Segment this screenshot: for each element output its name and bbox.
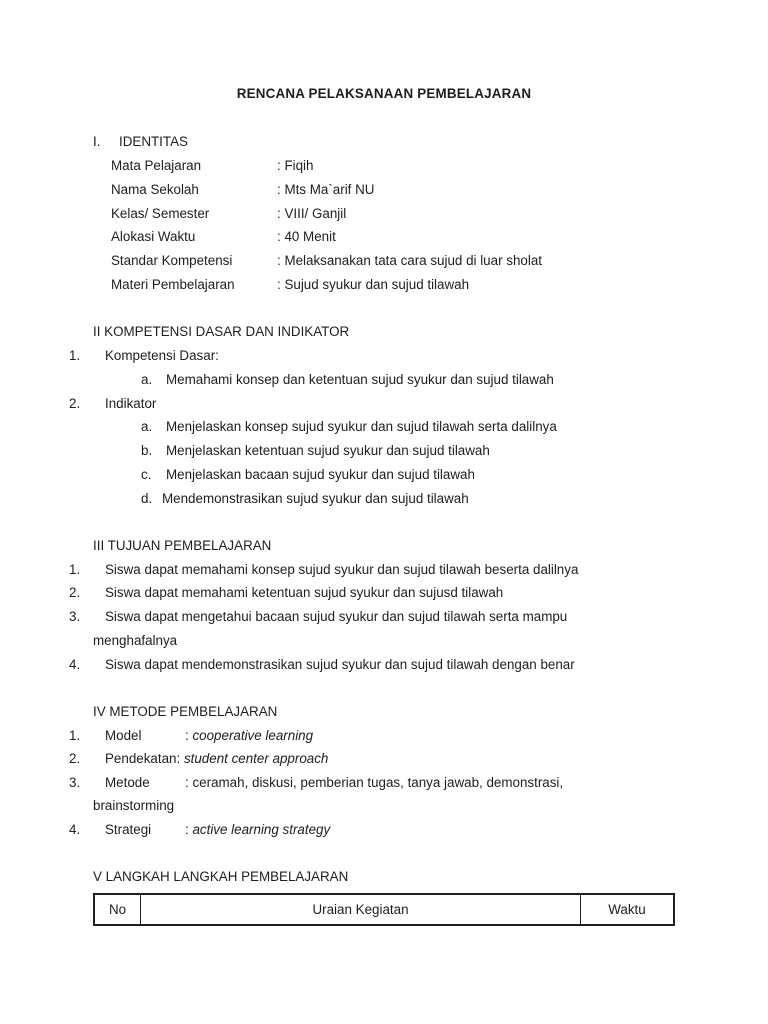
method-value: student center approach — [183, 751, 329, 766]
method-value: active learning strategy — [192, 822, 331, 837]
identitas-label: Kelas/ Semester — [111, 206, 210, 221]
identitas-label: Mata Pelajaran — [111, 158, 202, 173]
list-number: 1. — [69, 728, 81, 743]
list-text-continuation: menghafalnya — [93, 633, 178, 648]
identitas-label: Nama Sekolah — [111, 182, 199, 197]
list-label: Kompetensi Dasar: — [105, 348, 219, 363]
sub-list-letter: a. — [141, 372, 153, 387]
list-number: 1. — [69, 562, 81, 577]
identitas-value: : Mts Ma`arif NU — [277, 182, 375, 197]
list-number: 2. — [69, 396, 81, 411]
section-number: I. — [93, 134, 101, 149]
sub-list-text: Mendemonstrasikan sujud syukur dan sujud tilawah — [162, 491, 469, 506]
list-number: 3. — [69, 775, 81, 790]
document-title: RENCANA PELAKSANAAN PEMBELAJARAN — [236, 86, 532, 101]
section-tujuan-heading: III TUJUAN PEMBELAJARAN — [93, 538, 272, 553]
method-label: Pendekatan: — [105, 751, 181, 766]
method-value: ceramah, diskusi, pemberian tugas, tanya jawab, demonstrasi, — [192, 775, 564, 790]
identitas-label: Materi Pembelajaran — [111, 277, 235, 292]
table-header-waktu: Waktu — [581, 894, 675, 925]
identitas-value: : VIII/ Ganjil — [277, 206, 347, 221]
method-value-continuation: brainstorming — [93, 798, 175, 813]
list-text: Siswa dapat memahami ketentuan sujud syukur dan sujusd tilawah — [105, 585, 504, 600]
sub-list-letter: d. — [141, 491, 153, 506]
method-label: Model — [105, 728, 142, 743]
section-langkah-heading: V LANGKAH LANGKAH PEMBELAJARAN — [93, 869, 349, 884]
sub-list-text: Menjelaskan konsep sujud syukur dan sujud tilawah serta dalilnya — [166, 419, 557, 434]
list-number: 1. — [69, 348, 81, 363]
table-header-row — [94, 894, 674, 925]
table-header-uraian: Uraian Kegiatan — [141, 894, 581, 925]
identitas-value: : Sujud syukur dan sujud tilawah — [277, 277, 470, 292]
sub-list-letter: a. — [141, 419, 153, 434]
sub-list-text: Menjelaskan ketentuan sujud syukur dan sujud tilawah — [166, 443, 490, 458]
identitas-label: Standar Kompetensi — [111, 253, 233, 268]
list-number: 4. — [69, 657, 81, 672]
identitas-value: : Melaksanakan tata cara sujud di luar sholat — [277, 253, 542, 268]
list-text: Siswa dapat memahami konsep sujud syukur dan sujud tilawah beserta dalilnya — [105, 562, 579, 577]
table-header-no: No — [94, 894, 141, 925]
sub-list-letter: c. — [141, 467, 152, 482]
sub-list-letter: b. — [141, 443, 153, 458]
sub-list-text: Menjelaskan bacaan sujud syukur dan sujud tilawah — [166, 467, 475, 482]
list-text: Siswa dapat mendemonstrasikan sujud syukur dan sujud tilawah dengan benar — [105, 657, 575, 672]
identitas-value: : Fiqih — [277, 158, 314, 173]
method-label: Strategi — [105, 822, 152, 837]
method-colon: : — [185, 728, 189, 743]
list-number: 2. — [69, 751, 81, 766]
list-label: Indikator — [105, 396, 157, 411]
method-colon: : — [185, 822, 189, 837]
method-colon: : — [185, 775, 189, 790]
langkah-table — [93, 893, 675, 926]
method-value: cooperative learning — [192, 728, 314, 743]
method-label: Metode — [105, 775, 150, 790]
section-identitas-heading — [93, 133, 188, 151]
section-title: IDENTITAS — [119, 134, 188, 149]
section-metode-heading: IV METODE PEMBELAJARAN — [93, 704, 278, 719]
list-number: 3. — [69, 609, 81, 624]
section-kompetensi-heading: II KOMPETENSI DASAR DAN INDIKATOR — [93, 324, 350, 339]
identitas-value: : 40 Menit — [277, 229, 336, 244]
sub-list-text: Memahami konsep dan ketentuan sujud syukur dan sujud tilawah — [166, 372, 554, 387]
list-number: 4. — [69, 822, 81, 837]
list-text: Siswa dapat mengetahui bacaan sujud syukur dan sujud tilawah serta mampu — [105, 609, 568, 624]
list-number: 2. — [69, 585, 81, 600]
identitas-label: Alokasi Waktu — [111, 229, 196, 244]
